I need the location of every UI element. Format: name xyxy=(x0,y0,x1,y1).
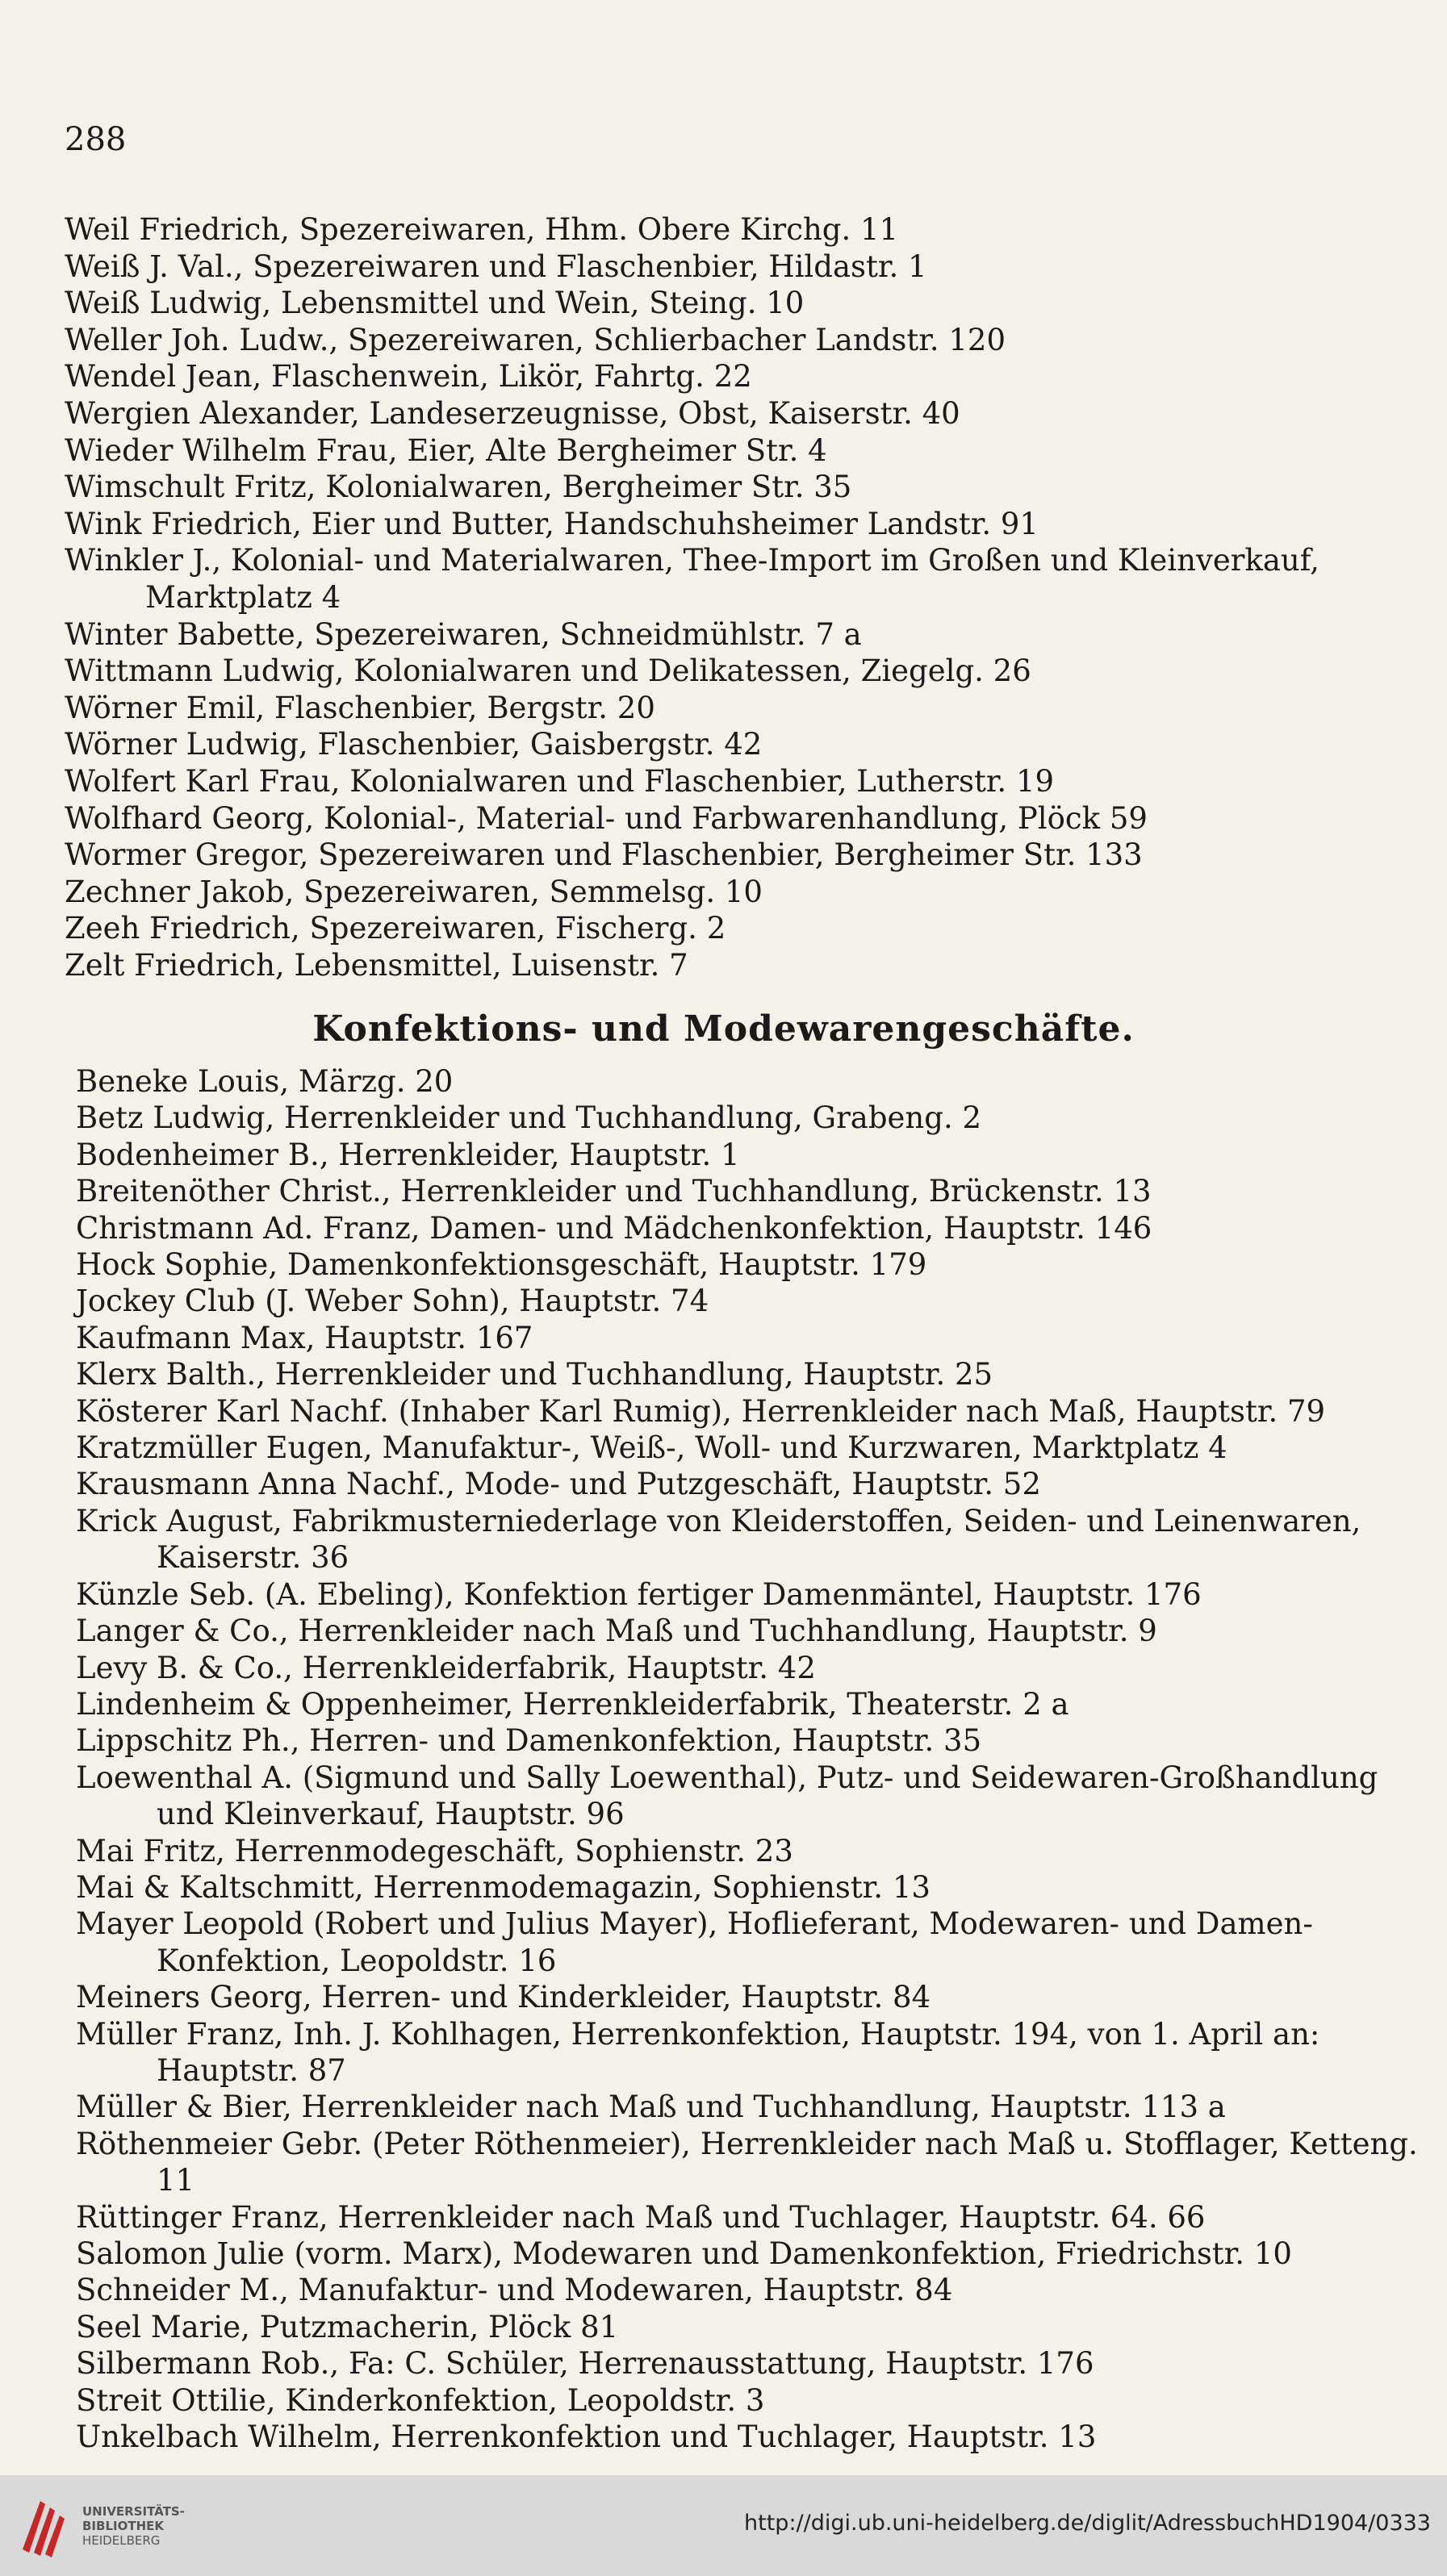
directory-entry: Krick August, Fabrikmusterniederlage von Kleiderstoffen, Seiden- und Leinenwaren, Kaiserstr. 36 xyxy=(76,1503,1361,1576)
directory-entry: Seel Marie, Putzmacherin, Plöck 81 xyxy=(76,2309,619,2344)
directory-entry: Kaufmann Max, Hauptstr. 167 xyxy=(76,1320,533,1355)
directory-entry: Lippschitz Ph., Herren- und Damenkonfektion, Hauptstr. 35 xyxy=(76,1723,982,1759)
directory-entry: Wieder Wilhelm Frau, Eier, Alte Bergheimer Str. 4 xyxy=(65,432,827,468)
directory-entry: Wink Friedrich, Eier und Butter, Handschuhsheimer Landstr. 91 xyxy=(65,506,1039,541)
section-heading: Konfektions- und Modewarengeschäfte. xyxy=(312,1008,1135,1050)
directory-entry: Wittmann Ludwig, Kolonialwaren und Delikatessen, Ziegelg. 26 xyxy=(65,653,1031,689)
directory-entry: Christmann Ad. Franz, Damen- und Mädchenkonfektion, Hauptstr. 146 xyxy=(76,1210,1152,1246)
directory-entry: Zelt Friedrich, Lebensmittel, Luisenstr. 7 xyxy=(65,947,688,983)
directory-entry: Streit Ottilie, Kinderkonfektion, Leopoldstr. 3 xyxy=(76,2382,765,2418)
source-url-link[interactable]: http://digi.ub.uni-heidelberg.de/diglit/AdressbuchHD1904/0333 xyxy=(744,2511,1431,2536)
directory-entry: Müller & Bier, Herrenkleider nach Maß und Tuchhandlung, Hauptstr. 113 a xyxy=(76,2090,1226,2125)
directory-entry: Meiners Georg, Herren- und Kinderkleider, Hauptstr. 84 xyxy=(76,1980,931,2015)
directory-entry: Hock Sophie, Damenkonfektionsgeschäft, Hauptstr. 179 xyxy=(76,1247,927,1283)
directory-entry: Künzle Seb. (A. Ebeling), Konfektion fertiger Damenmäntel, Hauptstr. 176 xyxy=(76,1576,1202,1612)
directory-entry: Weiß J. Val., Spezereiwaren und Flaschenbier, Hildastr. 1 xyxy=(65,248,927,284)
directory-entry: Beneke Louis, Märzg. 20 xyxy=(76,1064,454,1099)
directory-entry: Weller Joh. Ludw., Spezereiwaren, Schlierbacher Landstr. 120 xyxy=(65,322,1006,357)
directory-entry: Mai Fritz, Herrenmodegeschäft, Sophienstr. 23 xyxy=(76,1833,793,1868)
directory-entry: Winter Babette, Spezereiwaren, Schneidmühlstr. 7 a xyxy=(65,616,862,652)
directory-entry: Weiß Ludwig, Lebensmittel und Wein, Steing. 10 xyxy=(65,286,805,321)
page-number: 288 xyxy=(65,121,127,158)
directory-list-section xyxy=(76,1063,1432,2455)
directory-entry: Röthenmeier Gebr. (Peter Röthenmeier), Herrenkleider nach Maß u. Stofflager, Ketteng. 11 xyxy=(76,2126,1418,2198)
directory-entry: Wormer Gregor, Spezereiwaren und Flaschenbier, Bergheimer Str. 133 xyxy=(65,837,1143,873)
directory-entry: Rüttinger Franz, Herrenkleider nach Maß und Tuchlager, Hauptstr. 64. 66 xyxy=(76,2199,1206,2235)
directory-entry: Mayer Leopold (Robert und Julius Mayer), Hoflieferant, Modewaren- und Damen-Konfektion, Leopoldstr. 16 xyxy=(76,1906,1313,1978)
directory-entry: Langer & Co., Herrenkleider nach Maß und Tuchhandlung, Hauptstr. 9 xyxy=(76,1614,1157,1649)
library-name-line3: HEIDELBERG xyxy=(82,2533,161,2548)
directory-entry: Silbermann Rob., Fa: C. Schüler, Herrenausstattung, Hauptstr. 176 xyxy=(76,2346,1094,2382)
directory-entry: Bodenheimer B., Herrenkleider, Hauptstr. 1 xyxy=(76,1137,740,1172)
directory-entry: Kratzmüller Eugen, Manufaktur-, Weiß-, Woll- und Kurzwaren, Marktplatz 4 xyxy=(76,1430,1227,1466)
directory-entry: Zechner Jakob, Spezereiwaren, Semmelsg. 10 xyxy=(65,874,763,909)
directory-entry: Wörner Emil, Flaschenbier, Bergstr. 20 xyxy=(65,690,655,725)
directory-entry: Klerx Balth., Herrenkleider und Tuchhandlung, Hauptstr. 25 xyxy=(76,1357,993,1392)
directory-entry: Winkler J., Kolonial- und Materialwaren, Thee-Import im Großen und Kleinverkauf, Marktplatz 4 xyxy=(65,543,1319,615)
directory-entry: Weil Friedrich, Spezereiwaren, Hhm. Obere Kirchg. 11 xyxy=(65,212,899,247)
directory-entry: Loewenthal A. (Sigmund und Sally Loewenthal), Putz- und Seidewaren-Großhandlung und Kleinverkauf, Hauptstr. 96 xyxy=(76,1760,1378,1832)
directory-entry: Lindenheim & Oppenheimer, Herrenkleiderfabrik, Theaterstr. 2 a xyxy=(76,1686,1069,1722)
directory-entry: Wolfhard Georg, Kolonial-, Material- und Farbwarenhandlung, Plöck 59 xyxy=(65,800,1148,836)
directory-entry: Unkelbach Wilhelm, Herrenkonfektion und Tuchlager, Hauptstr. 13 xyxy=(76,2419,1097,2455)
directory-entry: Wergien Alexander, Landeserzeugnisse, Obst, Kaiserstr. 40 xyxy=(65,395,960,431)
directory-entry: Mai & Kaltschmitt, Herrenmodemagazin, Sophienstr. 13 xyxy=(76,1869,931,1905)
directory-entry: Levy B. & Co., Herrenkleiderfabrik, Hauptstr. 42 xyxy=(76,1650,816,1685)
directory-entry: Zeeh Friedrich, Spezereiwaren, Fischerg. 2 xyxy=(65,911,726,946)
directory-entry: Krausmann Anna Nachf., Mode- und Putzgeschäft, Hauptstr. 52 xyxy=(76,1467,1041,1502)
directory-entry: Salomon Julie (vorm. Marx), Modewaren und Damenkonfektion, Friedrichstr. 10 xyxy=(76,2236,1292,2271)
directory-list-top xyxy=(65,211,1428,983)
directory-entry: Betz Ludwig, Herrenkleider und Tuchhandlung, Grabeng. 2 xyxy=(76,1100,982,1136)
directory-entry: Jockey Club (J. Weber Sohn), Hauptstr. 74 xyxy=(76,1284,709,1319)
directory-entry: Kösterer Karl Nachf. (Inhaber Karl Rumig), Herrenkleider nach Maß, Hauptstr. 79 xyxy=(76,1393,1326,1429)
directory-entry: Breitenöther Christ., Herrenkleider und Tuchhandlung, Brückenstr. 13 xyxy=(76,1174,1152,1209)
directory-entry: Wolfert Karl Frau, Kolonialwaren und Flaschenbier, Lutherstr. 19 xyxy=(65,763,1055,799)
directory-entry: Wendel Jean, Flaschenwein, Likör, Fahrtg. 22 xyxy=(65,359,752,395)
library-logo-icon xyxy=(16,2493,74,2559)
directory-entry: Wörner Ludwig, Flaschenbier, Gaisbergstr. 42 xyxy=(65,727,763,762)
directory-entry: Müller Franz, Inh. J. Kohlhagen, Herrenkonfektion, Hauptstr. 194, von 1. April an: Hauptstr. 87 xyxy=(76,2016,1320,2088)
library-name xyxy=(82,2504,185,2548)
footer-bar xyxy=(0,2475,1447,2576)
directory-entry: Schneider M., Manufaktur- und Modewaren, Hauptstr. 84 xyxy=(76,2273,953,2308)
library-name-line1: UNIVERSITÄTS- xyxy=(82,2504,185,2519)
library-name-line2: BIBLIOTHEK xyxy=(82,2519,164,2533)
directory-entry: Wimschult Fritz, Kolonialwaren, Bergheimer Str. 35 xyxy=(65,470,852,505)
